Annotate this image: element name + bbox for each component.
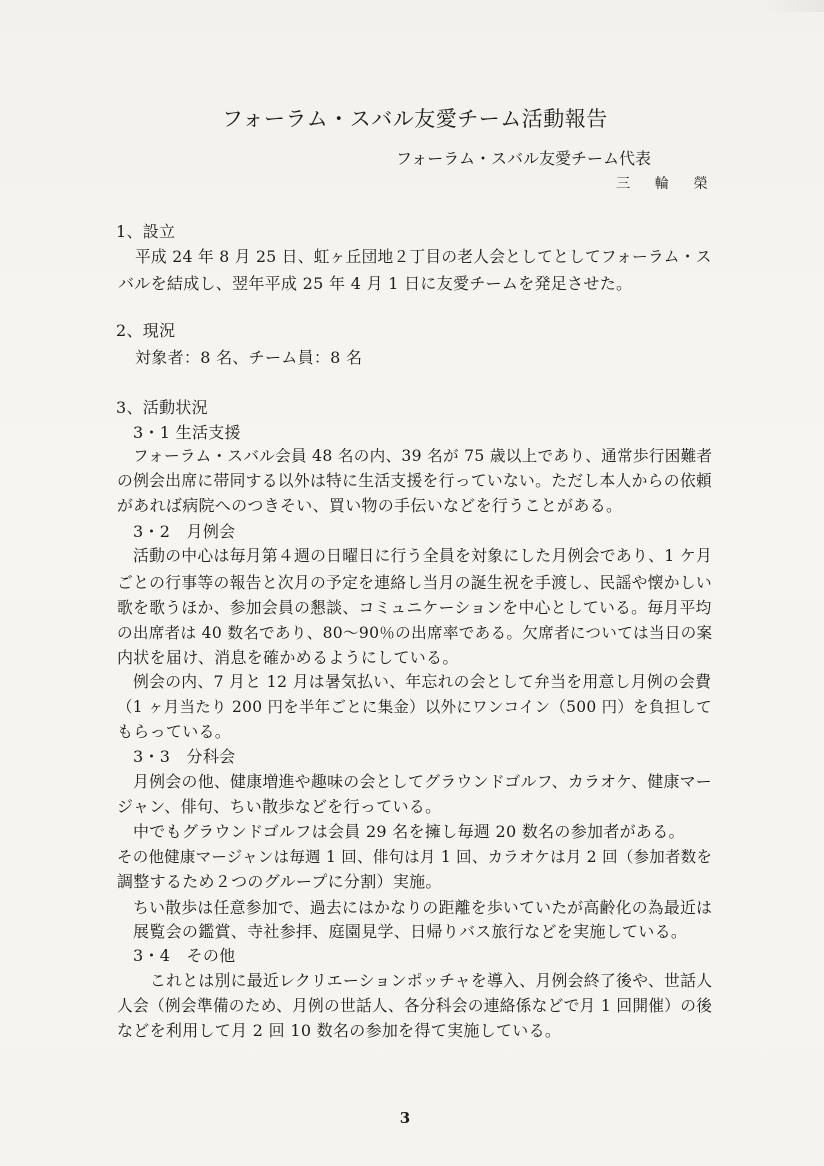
subsection-3-3-line: ジャン、俳句、ちい散歩などを行っている。	[117, 797, 442, 816]
section-1-line: 平成 24 年 8 月 25 日、虹ヶ丘団地２丁目の老人会としてとしてフォーラム・ス	[135, 247, 712, 266]
page-number: 3	[399, 1109, 411, 1127]
subsection-3-3-line: ちい散歩は任意参加で、過去にはかなりの距離を歩いていたが高齢化の為最近は	[133, 898, 713, 917]
subsection-3-3-line: 月例会の他、健康増進や趣味の会としてグラウンドゴルフ、カラオケ、健康マー	[133, 772, 712, 791]
subsection-3-4-line: 人会（例会準備のため、月例の世話人、各分科会の連絡係などで月 1 回開催）の後	[117, 996, 713, 1015]
subsection-3-2-line: の出席者は 40 数名であり、80〜90％の出席率である。欠席者については当日の案	[117, 624, 713, 642]
subsection-3-3-line: 調整するため２つのグループに分割）実施。	[117, 872, 442, 891]
section-1-line: バルを結成し、翌年平成 25 年 4 月 1 日に友愛チームを発足させた。	[118, 274, 633, 293]
author-name: 三 輪 榮	[616, 176, 718, 192]
subsection-3-3-line: 展覧会の鑑賞、寺社参拝、庭園見学、日帰りバス旅行などを実施している。	[133, 922, 688, 941]
document-title: フォーラム・スバル友愛チーム活動報告	[222, 107, 608, 131]
subsection-3-2-line: ごとの行事等の報告と次月の予定を連絡し当月の誕生祝を手渡し、民謡や懐かしい	[117, 573, 713, 592]
scan-edge	[764, 0, 824, 12]
subsection-3-2-line: 活動の中心は毎月第４週の日曜日に行う全員を対象にした月例会であり、1 ケ月	[133, 546, 713, 565]
subsection-3-1-line: フォーラム・スバル会員 48 名の内、39 名が 75 歳以上であり、通常歩行困難者	[133, 447, 713, 465]
subsection-3-1-line: があれば病院へのつきそい、買い物の手伝いなどを行うことがある。	[117, 496, 623, 515]
subsection-3-3-line: その他健康マージャンは毎週 1 回、俳句は月 1 回、カラオケは月 2 回（参加者数を	[117, 848, 713, 866]
subsection-3-1-line: の例会出席に帯同する以外は特に生活支援を行っていない。ただし本人からの依頼	[117, 471, 713, 490]
subsection-3-4-line: などを利用して月 2 回 10 数名の参加を得て実施している。	[117, 1021, 562, 1040]
subsection-3-2-line: もらっている。	[117, 722, 232, 741]
section-1-heading: 1、設立	[116, 222, 176, 241]
subsection-3-1-heading: 3・1 生活支援	[133, 423, 241, 442]
section-3-heading: 3、活動状況	[116, 398, 208, 417]
subsection-3-3-line: 中でもグラウンドゴルフは会員 29 名を擁し毎週 20 数名の参加者がある。	[133, 822, 685, 841]
organization-name: フォーラム・スバル友愛チーム代表	[396, 149, 652, 168]
subsection-3-2-line: 内状を届け、消息を確かめるようにしている。	[117, 648, 459, 667]
subsection-3-2-line: 歌を歌うほか、参加会員の懇談、コミュニケーションを中心としている。毎月平均	[117, 598, 712, 617]
subsection-3-2-heading: 3・2 月例会	[133, 522, 236, 541]
subsection-3-3-heading: 3・3 分科会	[133, 747, 236, 766]
subsection-3-2-line: 例会の内、7 月と 12 月は暑気払い、年忘れの会として弁当を用意し月例の会費	[133, 672, 712, 691]
subsection-3-4-heading: 3・4 その他	[133, 946, 236, 965]
section-2-line: 対象者：8 名、チーム員：8 名	[135, 348, 363, 367]
subsection-3-4-line: これとは別に最近レクリエーションポッチャを導入、月例会終了後や、世話人	[150, 971, 713, 990]
section-2-heading: 2、現況	[116, 321, 176, 340]
subsection-3-2-line: （1 ヶ月当たり 200 円を半年ごとに集金）以外にワンコイン（500 円）を負担して	[117, 698, 712, 716]
